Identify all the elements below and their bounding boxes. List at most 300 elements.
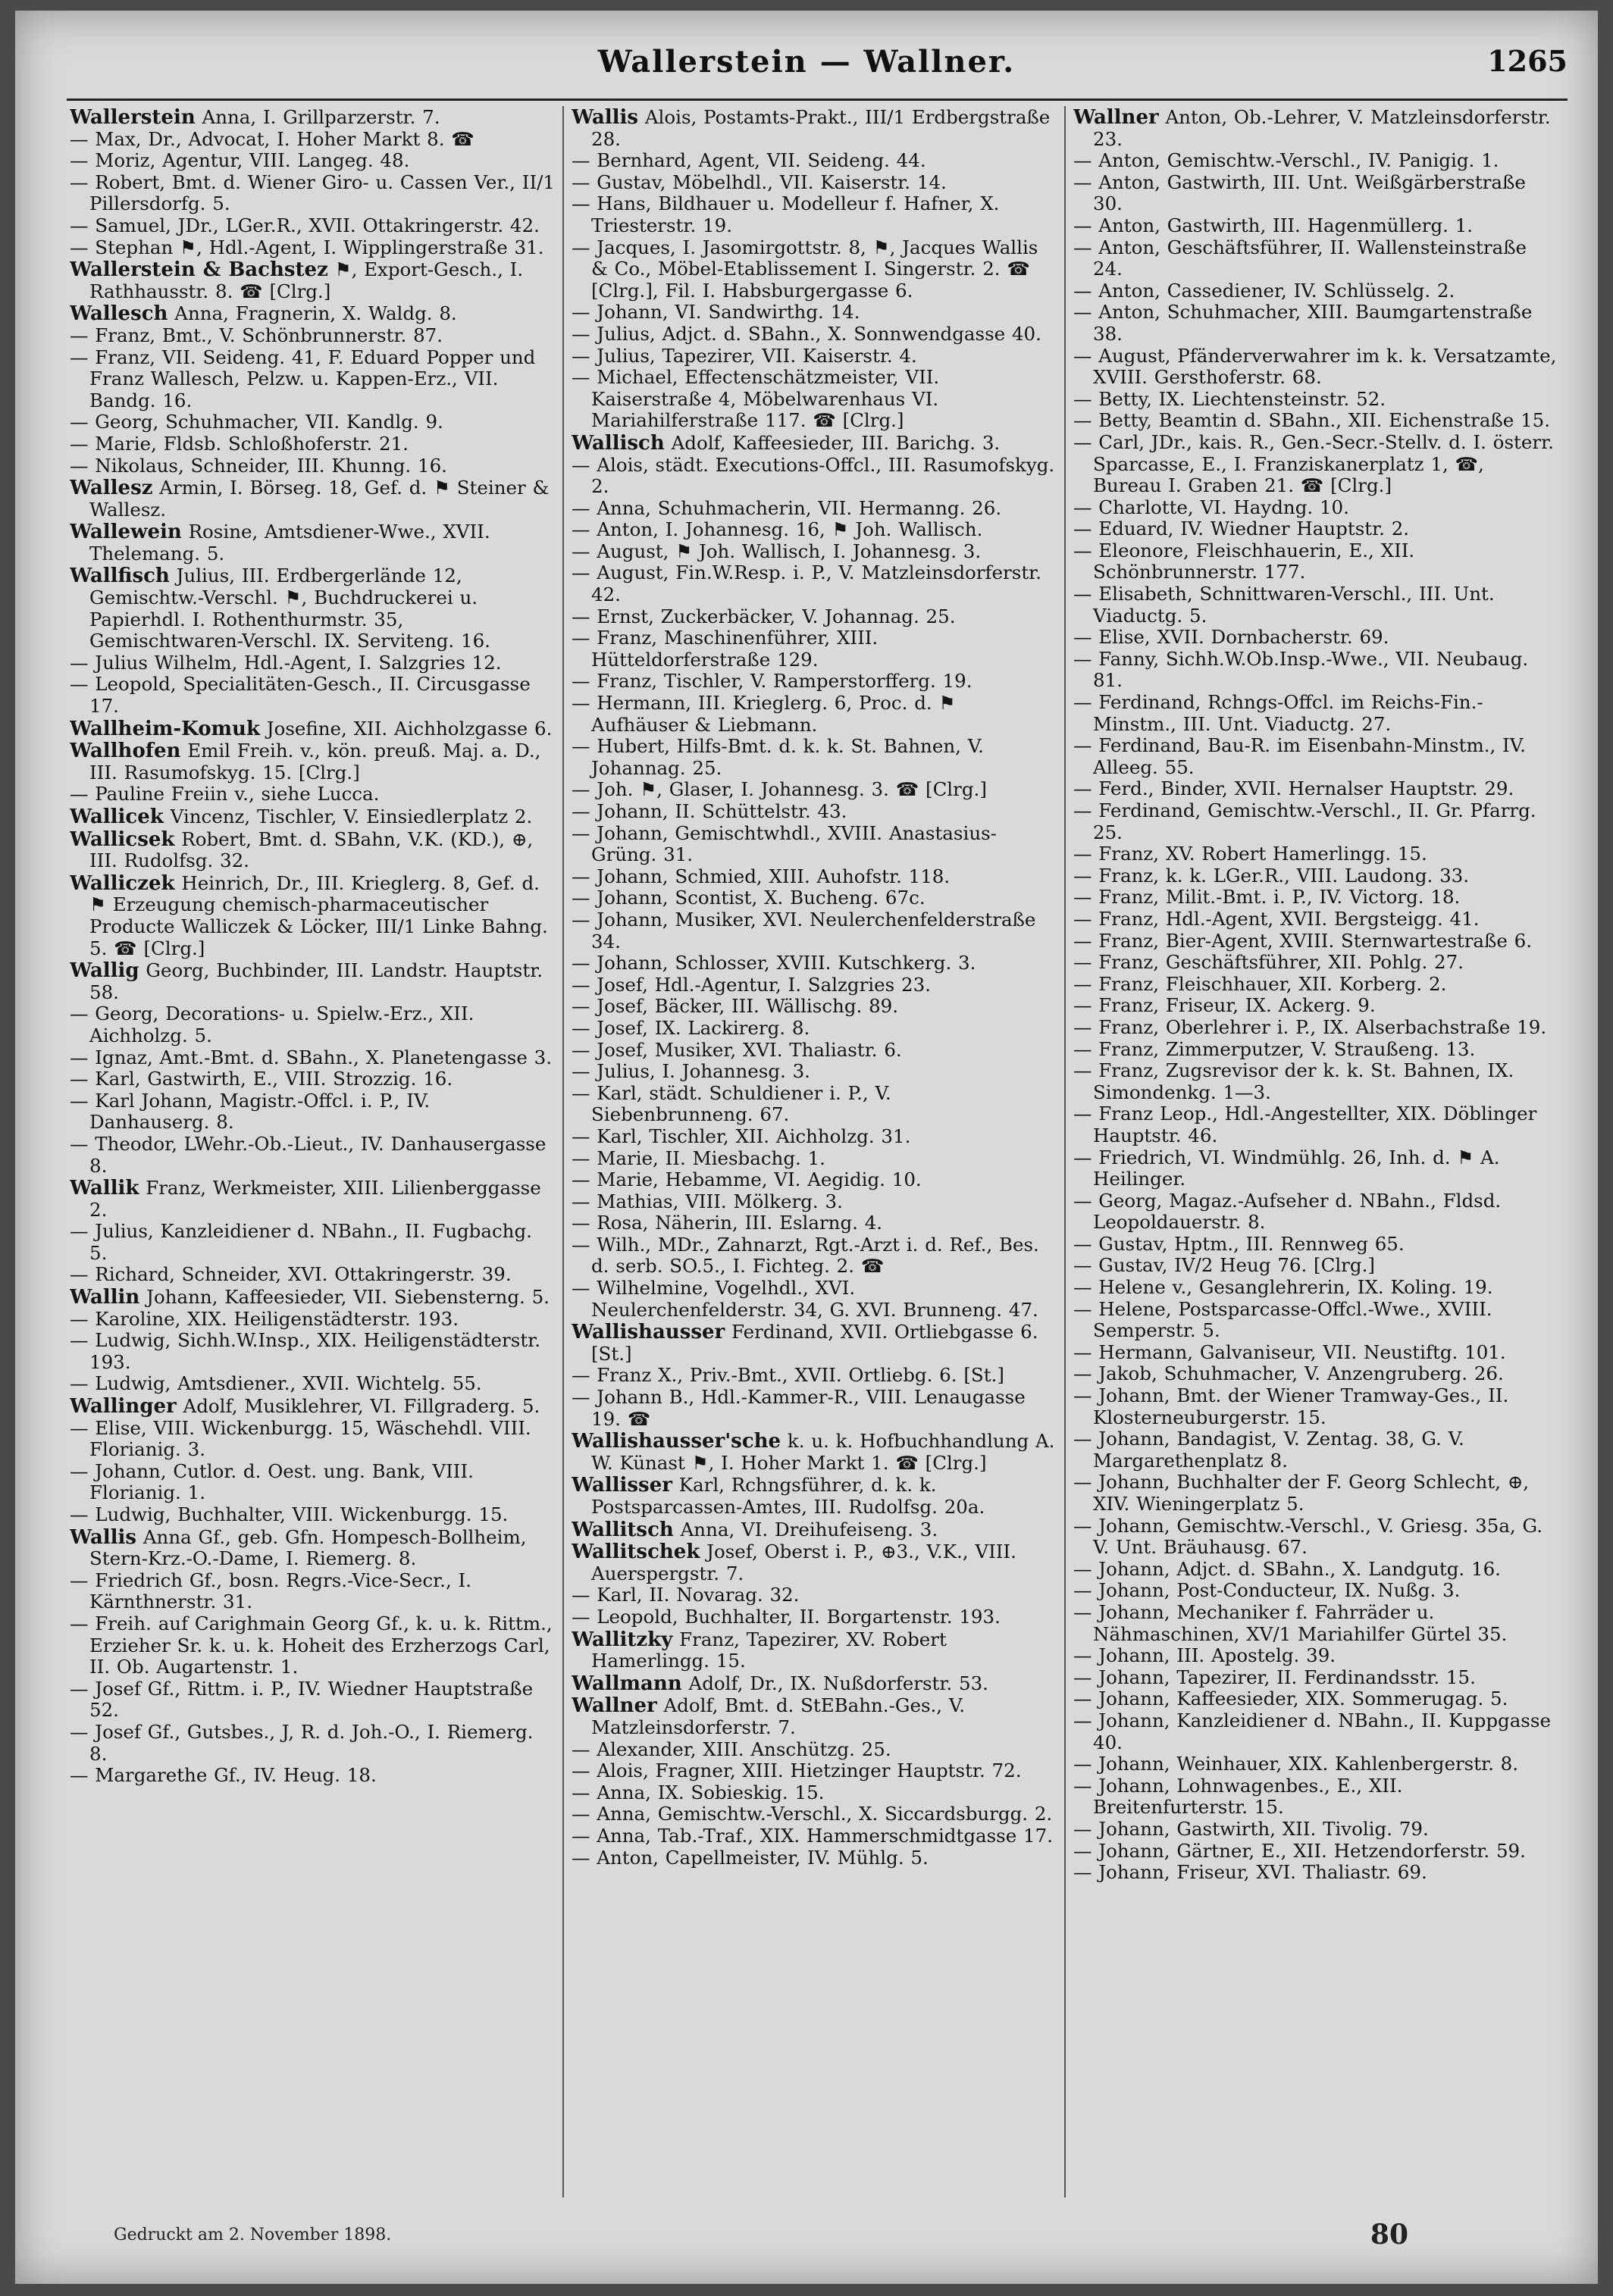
directory-entry — [1073, 1841, 1558, 1863]
entry-text: — Friedrich Gf., bosn. Regrs.-Vice-Secr., I. Kärnthnerstr. 31. — [70, 1569, 471, 1613]
entry-surname: Wallig — [70, 959, 139, 983]
entry-text: Josefine, XII. Aichholzgasse 6. — [259, 717, 553, 740]
entry-text: — Gustav, Hptm., III. Rennweg 65. — [1073, 1232, 1405, 1255]
entry-text: — Michael, Effectenschätzmeister, VII. Kaiserstraße 4, Möbelwarenhaus VI. Mariahilferstraße 117. ☎ [Clrg.] — [572, 366, 940, 432]
entry-text: — Robert, Bmt. d. Wiener Giro- u. Cassen Ver., II/1 Pillersdorfg. 5. — [70, 170, 555, 215]
directory-entry — [70, 259, 555, 302]
directory-entry — [1073, 1277, 1558, 1299]
entry-text: — Johann, II. Schüttelstr. 43. — [572, 800, 847, 822]
entry-text: — Karoline, XIX. Heiligenstädterstr. 193. — [70, 1307, 459, 1330]
directory-entry — [70, 1178, 555, 1221]
directory-entry — [572, 887, 1057, 909]
entry-surname: Wallner — [572, 1694, 657, 1718]
entry-text: — Helene, Postsparcasse-Offcl.-Wwe., XVIII. Semperstr. 5. — [1073, 1297, 1492, 1342]
directory-entry — [572, 1760, 1057, 1782]
directory-entry — [70, 1765, 555, 1787]
entry-text: Armin, I. Börseg. 18, Gef. d. ⚑ Steiner & Wallesz. — [89, 477, 550, 521]
directory-entry — [1073, 346, 1558, 389]
directory-entry — [1073, 1580, 1558, 1602]
directory-entry — [572, 606, 1057, 628]
directory-entry — [572, 1148, 1057, 1170]
directory-entry — [70, 237, 555, 259]
directory-entry — [70, 477, 555, 521]
directory-entry — [1073, 692, 1558, 735]
entry-text: — Marie, Fldsb. Schloßhoferstr. 21. — [70, 432, 409, 455]
entry-text: — Anna, IX. Sobieskig. 15. — [572, 1781, 825, 1803]
directory-entry — [70, 325, 555, 347]
directory-entry — [70, 806, 555, 828]
directory-entry — [1073, 1428, 1558, 1472]
directory-entry — [1073, 432, 1558, 497]
entry-text: — August, Pfänderverwahrer im k. k. Versatzamte, XVIII. Gersthoferstr. 68. — [1073, 344, 1557, 389]
directory-entry — [572, 1519, 1057, 1541]
entry-text: — Franz, Zimmerputzer, V. Straußeng. 13. — [1073, 1037, 1476, 1060]
directory-entry — [572, 1629, 1057, 1672]
entry-surname: Wallner — [1073, 106, 1159, 129]
entry-text: — Mathias, VIII. Mölkerg. 3. — [572, 1190, 843, 1212]
directory-entry — [572, 736, 1057, 779]
directory-entry — [1073, 1363, 1558, 1385]
directory-entry — [70, 1134, 555, 1177]
directory-entry — [70, 1330, 555, 1373]
entry-text: Robert, Bmt. d. SBahn, V.K. (KD.), ⊕, III. Rudolfsg. 32. — [89, 827, 534, 872]
entry-text: — Franz, Bier-Agent, XVIII. Sternwartestraße 6. — [1073, 929, 1533, 952]
entry-text: — Johann, Kaffeesieder, XIX. Sommerugag. 5. — [1073, 1688, 1508, 1710]
directory-entry — [1073, 974, 1558, 996]
directory-entry — [572, 1541, 1057, 1584]
entry-text: — Johann, Musiker, XVI. Neulerchenfelderstraße 34. — [572, 908, 1036, 952]
entry-surname: Wallewein — [70, 521, 182, 544]
entry-surname: Wallishausser'sche — [572, 1430, 781, 1453]
directory-entry — [572, 909, 1057, 952]
entry-text: k. u. k. Hofbuchhandlung A. W. Künast ⚑, I. Hoher Markt 1. ☎ [Clrg.] — [591, 1430, 1055, 1474]
entry-text: — Leopold, Specialitäten-Gesch., II. Circusgasse 17. — [70, 673, 531, 718]
entry-surname: Wallinger — [70, 1395, 177, 1419]
entry-text: — Franz, Fleischhauer, XII. Korberg. 2. — [1073, 972, 1447, 995]
directory-entry — [70, 829, 555, 872]
directory-entry — [1073, 1103, 1558, 1146]
entry-text: — Johann, Lohnwagenbes., E., XII. Breitenfurterstr. 15. — [1073, 1774, 1403, 1819]
entry-text: — Franz X., Priv.-Bmt., XVII. Ortliebg. 6. [St.] — [572, 1364, 1004, 1387]
entry-text: — Georg, Decorations- u. Spielw.-Erz., XII. Aichholzg. 5. — [70, 1003, 475, 1046]
entry-text: — Richard, Schneider, XVI. Ottakringerstr. 39. — [70, 1263, 512, 1286]
entry-surname: Wallmann — [572, 1672, 682, 1695]
directory-entry — [1073, 843, 1558, 865]
entry-text: — Johann, Tapezirer, II. Ferdinandsstr. 15. — [1073, 1666, 1476, 1688]
entry-text: — Josef, Musiker, XVI. Thaliastr. 6. — [572, 1038, 902, 1061]
directory-entry — [572, 1018, 1057, 1040]
entry-text: — Johann, Bmt. der Wiener Tramway-Ges., II. Klosterneuburgerstr. 15. — [1073, 1384, 1509, 1428]
column-2 — [572, 106, 1057, 2220]
directory-entry — [572, 1847, 1057, 1869]
entry-text: — Bernhard, Agent, VII. Seideng. 44. — [572, 149, 926, 172]
entry-text: — Johann, Schlosser, XVIII. Kutschkerg. 3. — [572, 952, 976, 974]
entry-text: — Anton, Schuhmacher, XIII. Baumgartenstraße 38. — [1073, 301, 1533, 345]
entry-text: — Anton, Gastwirth, III. Unt. Weißgärberstraße 30. — [1073, 170, 1526, 215]
column-divider — [1064, 106, 1066, 2197]
directory-page — [15, 11, 1598, 2284]
directory-entry — [1073, 1234, 1558, 1256]
entry-text: Julius, III. Erdbergerlände 12, Gemischtw.-Verschl. ⚑, Buchdruckerei u. Papierhdl. I. Rothenthurmstr. 35, Gemischtwaren-Verschl. IX. Serviteng. 16. — [89, 565, 490, 652]
directory-entry — [572, 107, 1057, 150]
entry-text: — Ignaz, Amt.-Bmt. d. SBahn., X. Planetengasse 3. — [70, 1046, 553, 1068]
header-rule — [67, 99, 1568, 101]
entry-text: — Freih. auf Carighmain Georg Gf., k. u. k. Rittm., Erzieher Sr. k. u. k. Hoheit des Erzherzogs Carl, II. Ob. Augartenstr. 1. — [70, 1612, 553, 1678]
directory-entry — [572, 952, 1057, 974]
entry-text: — Johann, Gemischtwhdl., XVIII. Anastasius-Grüng. 31. — [572, 821, 997, 866]
directory-entry — [572, 693, 1057, 736]
entry-text: — Stephan ⚑, Hdl.-Agent, I. Wipplingerstraße 31. — [70, 236, 544, 258]
directory-entry — [1073, 1299, 1558, 1342]
directory-entry — [70, 411, 555, 433]
entry-surname: Wallin — [70, 1286, 140, 1309]
entry-surname: Wallitsch — [572, 1518, 674, 1541]
directory-entry — [70, 129, 555, 151]
entry-text: — Franz, k. k. LGer.R., VIII. Laudong. 33. — [1073, 864, 1470, 887]
directory-entry — [70, 1504, 555, 1526]
entry-text: Josef, Oberst i. P., ⊕3., V.K., VIII. Auerspergstr. 7. — [591, 1541, 1016, 1584]
directory-entry — [572, 1803, 1057, 1825]
directory-entry — [572, 324, 1057, 346]
entry-text: Adolf, Dr., IX. Nußdorferstr. 53. — [681, 1672, 988, 1694]
entry-text: — August, ⚑ Joh. Wallisch, I. Johannesg. 3. — [572, 540, 982, 562]
directory-entry — [70, 960, 555, 1003]
directory-entry — [572, 1739, 1057, 1761]
directory-entry — [1073, 865, 1558, 887]
entry-text: — Karl, Gastwirth, E., VIII. Strozzig. 16. — [70, 1068, 453, 1090]
directory-entry — [1073, 649, 1558, 692]
entry-surname: Wallitzky — [572, 1628, 673, 1651]
directory-entry — [572, 302, 1057, 324]
entry-text: — Julius, I. Johannesg. 3. — [572, 1060, 810, 1083]
directory-entry — [70, 172, 555, 215]
directory-entry — [70, 1527, 555, 1570]
column-divider — [562, 106, 564, 2197]
directory-entry — [572, 1387, 1057, 1430]
entry-text: — Alexander, XIII. Anschützg. 25. — [572, 1738, 891, 1760]
directory-entry — [70, 455, 555, 477]
directory-entry — [1073, 1753, 1558, 1775]
directory-entry — [1073, 1342, 1558, 1364]
entry-text: — Elise, VIII. Wickenburgg. 15, Wäschehdl. VIII. Florianig. 3. — [70, 1416, 531, 1461]
entry-text: Franz, Werkmeister, XIII. Lilienberggasse 2. — [89, 1177, 541, 1221]
entry-text: — Franz, Bmt., V. Schönbrunnerstr. 87. — [70, 324, 443, 346]
entry-surname: Wallerstein — [70, 106, 196, 129]
entry-text: — Ludwig, Amtsdiener., XVII. Wichtelg. 55. — [70, 1372, 482, 1395]
entry-text: — Ludwig, Buchhalter, VIII. Wickenburgg. 15. — [70, 1503, 509, 1525]
entry-text: — Johann, Post-Conducteur, IX. Nußg. 3. — [1073, 1579, 1461, 1602]
entry-text: — Ferdinand, Rchngs-Offcl. im Reichs-Fin.-Minstm., III. Unt. Viaductg. 27. — [1073, 691, 1483, 735]
entry-surname: Wallhofen — [70, 740, 181, 763]
entry-text: — Johann, Mechaniker f. Fahrräder u. Nähmaschinen, XV/1 Mariahilfer Gürtel 35. — [1073, 1600, 1508, 1645]
entry-text: — Josef Gf., Gutsbes., J, R. d. Joh.-O., I. Riemerg. 8. — [70, 1720, 534, 1765]
directory-entry — [572, 1040, 1057, 1062]
directory-entry — [572, 1061, 1057, 1083]
entry-text: — Moriz, Agentur, VIII. Langeg. 48. — [70, 149, 410, 172]
directory-entry — [1073, 1559, 1558, 1581]
entry-text: — Karl, II. Novarag. 32. — [572, 1584, 800, 1606]
directory-entry — [572, 193, 1057, 236]
entry-text: — Josef, Bäcker, III. Wällischg. 89. — [572, 995, 899, 1018]
entry-text: — Ferd., Binder, XVII. Hernalser Hauptstr. 29. — [1073, 777, 1514, 800]
entry-text: — Julius, Adjct. d. SBahn., X. Sonnwendgasse 40. — [572, 322, 1041, 345]
directory-entry — [1073, 909, 1558, 931]
directory-entry — [70, 1264, 555, 1286]
entry-text: — Anna, Schuhmacherin, VII. Hermanng. 26. — [572, 496, 1002, 519]
entry-text: — Leopold, Buchhalter, II. Borgartenstr. 193. — [572, 1605, 1001, 1628]
directory-entry — [1073, 627, 1558, 649]
directory-entry — [572, 455, 1057, 498]
entry-text: — Johann, III. Apostelg. 39. — [1073, 1644, 1336, 1667]
directory-entry — [70, 1373, 555, 1395]
entry-surname: Wallfisch — [70, 565, 170, 588]
entry-text: Anna Gf., geb. Gfn. Hompesch-Bollheim, Stern-Krz.-O.-Dame, I. Riemerg. 8. — [89, 1525, 527, 1570]
directory-entry — [572, 433, 1057, 455]
entry-text: — Franz, VII. Seideng. 41, F. Eduard Popper und Franz Wallesch, Pelzw. u. Kappen-Erz., VII. Bandg. 16. — [70, 346, 536, 411]
entry-surname: Wallis — [70, 1525, 137, 1549]
entry-text: — Wilh., MDr., Zahnarzt, Rgt.-Arzt i. d. Ref., Bes. d. serb. SO.5., I. Fichteg. 2. ☎ — [572, 1233, 1039, 1278]
entry-text: — Julius, Kanzleidiener d. NBahn., II. Fugbachg. 5. — [70, 1220, 532, 1264]
directory-entry — [572, 1365, 1057, 1387]
entry-text: Vincenz, Tischler, V. Einsiedlerplatz 2. — [163, 805, 533, 827]
entry-surname: Wallishausser — [572, 1321, 725, 1344]
directory-entry — [1073, 302, 1558, 345]
entry-surname: Wallicek — [70, 805, 164, 828]
directory-entry — [1073, 1039, 1558, 1061]
directory-entry — [572, 1083, 1057, 1126]
directory-entry — [572, 1234, 1057, 1278]
entry-text: — Helene v., Gesanglehrerin, IX. Koling. 19. — [1073, 1276, 1493, 1299]
entry-text: — Eduard, IV. Wiedner Hauptstr. 2. — [1073, 518, 1410, 540]
directory-entry — [1073, 1602, 1558, 1645]
directory-entry — [1073, 540, 1558, 583]
entry-surname: Wallicsek — [70, 827, 175, 851]
directory-entry — [572, 519, 1057, 541]
entry-text: — Johann B., Hdl.-Kammer-R., VIII. Lenaugasse 19. ☎ — [572, 1386, 1026, 1430]
entry-text: — Franz, Milit.-Bmt. i. P., IV. Victorg. 18. — [1073, 886, 1461, 909]
directory-entry — [572, 801, 1057, 823]
directory-entry — [70, 1396, 555, 1418]
directory-entry — [1073, 952, 1558, 974]
entry-text: — Theodor, LWehr.-Ob.-Lieut., IV. Danhausergasse 8. — [70, 1132, 547, 1177]
directory-entry — [572, 541, 1057, 563]
entry-surname: Wallesz — [70, 477, 153, 500]
directory-entry — [70, 674, 555, 717]
entry-text: Franz, Tapezirer, XV. Robert Hamerlingg. 15. — [591, 1628, 947, 1672]
directory-entry — [70, 1678, 555, 1722]
entry-text: Emil Freih. v., kön. preuß. Maj. a. D., III. Rasumofskyg. 15. [Clrg.] — [89, 740, 541, 784]
sheet-number: 80 — [1370, 2219, 1408, 2251]
directory-entry — [1073, 1017, 1558, 1039]
entry-text: — Karl Johann, Magistr.-Offcl. i. P., IV. Danhauserg. 8. — [70, 1089, 431, 1134]
columns — [70, 106, 1586, 2220]
entry-text: — Franz, XV. Robert Hamerlingg. 15. — [1073, 843, 1427, 865]
directory-entry — [1073, 497, 1558, 519]
directory-entry — [1073, 1667, 1558, 1689]
directory-entry — [70, 1047, 555, 1069]
entry-text: — Franz, Oberlehrer i. P., IX. Alserbachstraße 19. — [1073, 1015, 1547, 1038]
directory-entry — [70, 718, 555, 740]
entry-text: — Georg, Magaz.-Aufseher d. NBahn., Fldsd. Leopoldauerstr. 8. — [1073, 1189, 1502, 1234]
directory-entry — [572, 1475, 1057, 1518]
entry-text: Adolf, Bmt. d. StEBahn.-Ges., V. Matzleinsdorferstr. 7. — [591, 1694, 966, 1738]
directory-entry — [572, 1431, 1057, 1474]
entry-surname: Wallitschek — [572, 1541, 700, 1564]
directory-entry — [572, 1278, 1057, 1321]
entry-text: — Charlotte, VI. Haydng. 10. — [1073, 496, 1349, 518]
entry-text: — Anton, Cassediener, IV. Schlüsselg. 2. — [1073, 279, 1455, 302]
directory-entry — [70, 1287, 555, 1309]
entry-text: — Gustav, IV/2 Heug 76. [Clrg.] — [1073, 1254, 1375, 1277]
entry-text: — Johann, Scontist, X. Bucheng. 67c. — [572, 887, 926, 909]
directory-entry — [572, 1584, 1057, 1606]
entry-text: — Johann, Friseur, XVI. Thaliastr. 69. — [1073, 1861, 1427, 1884]
entry-text: — Ferdinand, Gemischtw.-Verschl., II. Gr. Pfarrg. 25. — [1073, 799, 1536, 843]
entry-text: — Johann, Weinhauer, XIX. Kahlenbergerstr. 8. — [1073, 1753, 1519, 1775]
directory-entry — [572, 172, 1057, 194]
entry-text: — Anna, Gemischtw.-Verschl., X. Siccardsburgg. 2. — [572, 1803, 1053, 1825]
directory-entry — [1073, 1472, 1558, 1515]
entry-text: — Josef, Hdl.-Agentur, I. Salzgries 23. — [572, 973, 931, 996]
directory-entry — [572, 1673, 1057, 1695]
entry-text: — Franz, Maschinenführer, XIII. Hütteldorferstraße 129. — [572, 627, 879, 671]
entry-text: — Jacques, I. Jasomirgottstr. 8, ⚑, Jacques Wallis & Co., Möbel-Etablissement I. Singerstr. 2. ☎ [Clrg.], Fil. I. Habsburgergasse 6. — [572, 236, 1038, 302]
directory-entry — [1073, 1862, 1558, 1884]
directory-entry — [1073, 215, 1558, 237]
directory-entry — [572, 498, 1057, 520]
directory-entry — [572, 150, 1057, 172]
entry-text: — Franz Leop., Hdl.-Angestellter, XIX. Döblinger Hauptstr. 46. — [1073, 1103, 1537, 1146]
directory-entry — [70, 784, 555, 805]
entry-text: — Max, Dr., Advocat, I. Hoher Markt 8. ☎ — [70, 127, 475, 150]
directory-entry — [1073, 389, 1558, 411]
entry-text: — August, Fin.W.Resp. i. P., V. Matzleinsdorferstr. 42. — [572, 561, 1041, 606]
entry-surname: Wallis — [572, 106, 639, 129]
directory-entry — [70, 565, 555, 652]
entry-text: — Margarethe Gf., IV. Heug. 18. — [70, 1764, 377, 1787]
directory-entry — [1073, 1645, 1558, 1667]
directory-entry — [572, 346, 1057, 368]
entry-text: — Alois, Fragner, XIII. Hietzinger Hauptstr. 72. — [572, 1760, 1022, 1782]
directory-entry — [1073, 410, 1558, 432]
entry-text: — Josef Gf., Rittm. i. P., IV. Wiedner Hauptstraße 52. — [70, 1677, 534, 1722]
directory-entry — [1073, 1385, 1558, 1428]
directory-entry — [70, 1570, 555, 1613]
entry-text: — Johann, Kanzleidiener d. NBahn., II. Kuppgasse 40. — [1073, 1709, 1551, 1753]
entry-text: — Johann, Gastwirth, XII. Tivolig. 79. — [1073, 1817, 1429, 1840]
directory-entry — [1073, 1819, 1558, 1841]
entry-text: — Franz, Geschäftsführer, XII. Pohlg. 27. — [1073, 951, 1464, 974]
entry-text: — Marie, Hebamme, VI. Aegidig. 10. — [572, 1168, 922, 1191]
entry-text: — Julius, Tapezirer, VII. Kaiserstr. 4. — [572, 344, 917, 367]
print-date: Gedruckt am 2. November 1898. — [114, 2226, 392, 2244]
entry-text: Anton, Ob.-Lehrer, V. Matzleinsdorferstr. 23. — [1093, 106, 1551, 150]
directory-entry — [70, 1068, 555, 1090]
entry-text: — Alois, städt. Executions-Offcl., III. Rasumofskyg. 2. — [572, 453, 1055, 498]
directory-entry — [70, 740, 555, 784]
directory-entry — [1073, 1147, 1558, 1190]
directory-entry — [1073, 107, 1558, 150]
entry-text: — Betty, Beamtin d. SBahn., XII. Eichenstraße 15. — [1073, 409, 1551, 432]
directory-entry — [1073, 1775, 1558, 1819]
entry-text: — Ferdinand, Bau-R. im Eisenbahn-Minstm., IV. Alleeg. 55. — [1073, 734, 1526, 778]
entry-text: — Johann, VI. Sandwirthg. 14. — [572, 301, 860, 324]
entry-text: Anna, VI. Dreihufeiseng. 3. — [673, 1518, 938, 1541]
directory-entry — [1073, 887, 1558, 909]
entry-text: — Rosa, Näherin, III. Eslarng. 4. — [572, 1212, 883, 1234]
directory-entry — [572, 996, 1057, 1018]
directory-entry — [1073, 1060, 1558, 1103]
directory-entry — [1073, 800, 1558, 843]
directory-entry — [70, 107, 555, 129]
directory-entry — [1073, 280, 1558, 302]
directory-entry — [1073, 1516, 1558, 1559]
entry-text: Georg, Buchbinder, III. Landstr. Hauptstr. 58. — [89, 959, 543, 1003]
directory-entry — [1073, 583, 1558, 627]
page-number: 1265 — [1487, 44, 1568, 78]
directory-entry — [572, 1606, 1057, 1628]
entry-text: — Anton, Gastwirth, III. Hagenmüllerg. 1. — [1073, 214, 1474, 236]
directory-entry — [70, 303, 555, 325]
directory-entry — [572, 671, 1057, 693]
entry-text: — Josef, IX. Lackirerg. 8. — [572, 1016, 810, 1039]
entry-text: — Jakob, Schuhmacher, V. Anzengruberg. 26. — [1073, 1362, 1504, 1385]
directory-entry — [1073, 778, 1558, 800]
directory-entry — [1073, 1255, 1558, 1277]
entry-text: Ferdinand, XVII. Ortliebgasse 6. [St.] — [591, 1321, 1038, 1365]
entry-surname: Wallisch — [572, 431, 665, 455]
directory-entry — [1073, 1688, 1558, 1710]
entry-surname: Walliczek — [70, 871, 175, 895]
entry-text: — Johann, Bandagist, V. Zentag. 38, G. V. Margarethenplatz 8. — [1073, 1428, 1464, 1472]
directory-entry — [70, 1722, 555, 1765]
entry-text: — Nikolaus, Schneider, III. Khunng. 16. — [70, 454, 447, 477]
entry-text: — Pauline Freiin v., siehe Lucca. — [70, 783, 380, 805]
entry-text: — Betty, IX. Liechtensteinstr. 52. — [1073, 387, 1386, 410]
entry-text: Johann, Kaffeesieder, VII. Siebensterng. 5. — [139, 1286, 550, 1309]
entry-text: — Johann, Gemischtw.-Verschl., V. Griesg. 35a, G. V. Unt. Bräuhausg. 67. — [1073, 1514, 1543, 1559]
directory-entry — [70, 1461, 555, 1504]
directory-entry — [1073, 1710, 1558, 1753]
entry-text: — Johann, Cutlor. d. Oest. ung. Bank, VIII. Florianig. 1. — [70, 1459, 474, 1504]
directory-entry — [572, 1825, 1057, 1847]
entry-text: — Anton, Capellmeister, IV. Mühlg. 5. — [572, 1846, 929, 1869]
entry-text: — Ludwig, Sichh.W.Insp., XIX. Heiligenstädterstr. 193. — [70, 1329, 540, 1373]
directory-entry — [572, 1322, 1057, 1365]
column-3 — [1073, 106, 1558, 2220]
directory-entry — [70, 433, 555, 455]
directory-entry — [1073, 237, 1558, 280]
entry-text: — Franz, Zugsrevisor der k. k. St. Bahnen, IX. Simondenkg. 1—3. — [1073, 1059, 1514, 1103]
entry-text: — Joh. ⚑, Glaser, I. Johannesg. 3. ☎ [Clrg.] — [572, 778, 987, 801]
directory-entry — [572, 367, 1057, 432]
directory-entry — [572, 1695, 1057, 1738]
directory-entry — [70, 521, 555, 565]
entry-text: — Ernst, Zuckerbäcker, V. Johannag. 25. — [572, 605, 956, 627]
directory-entry — [1073, 1190, 1558, 1234]
directory-entry — [70, 652, 555, 674]
entry-text: Anna, Fragnerin, X. Waldg. 8. — [168, 302, 457, 325]
entry-text: — Johann, Adjct. d. SBahn., X. Landgutg. 16. — [1073, 1557, 1501, 1580]
directory-entry — [572, 1782, 1057, 1804]
directory-entry — [70, 873, 555, 959]
directory-entry — [70, 1221, 555, 1264]
entry-text: Adolf, Musiklehrer, VI. Fillgraderg. 5. — [176, 1395, 540, 1418]
entry-text: — Georg, Schuhmacher, VII. Kandlg. 9. — [70, 411, 443, 433]
entry-text: — Johann, Schmied, XIII. Auhofstr. 118. — [572, 865, 951, 887]
entry-text: — Carl, JDr., kais. R., Gen.-Secr.-Stellv. d. I. österr. Sparcasse, E., I. Franziskanerplatz 1, ☎, Bureau I. Graben 21. ☎ [Clrg.] — [1073, 430, 1554, 497]
entry-surname: Wallik — [70, 1177, 139, 1200]
